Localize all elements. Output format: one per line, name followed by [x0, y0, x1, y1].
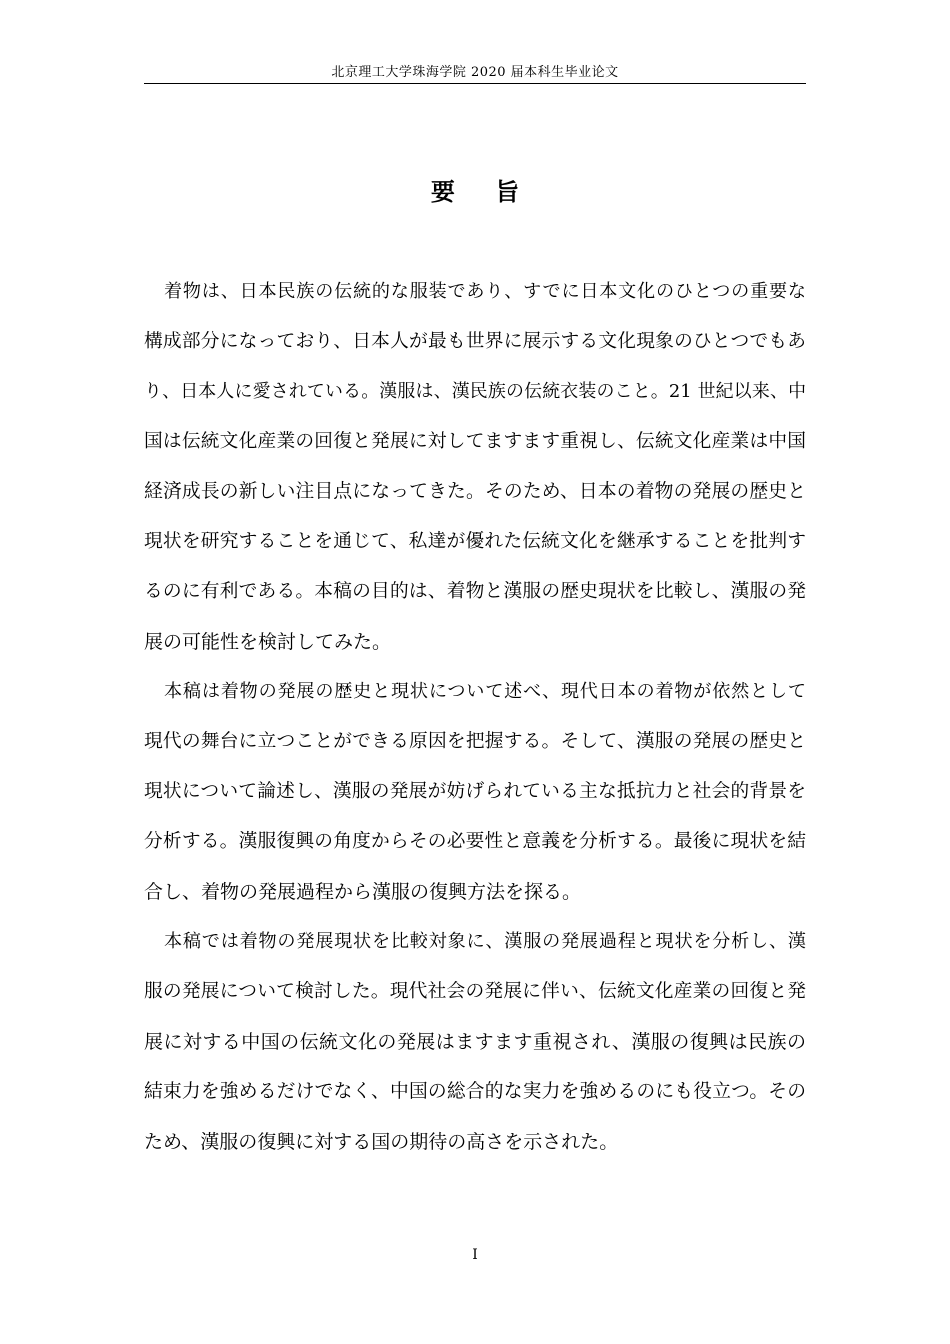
page-title: 要 旨 [430, 177, 536, 206]
paragraph-line: 国は伝統文化産業の回復と発展に対してますます重視し、伝統文化産業は中国 [144, 431, 806, 452]
paragraph-line: 合し、着物の発展過程から漢服の復興方法を探る。 [144, 881, 582, 903]
paragraph-line: 服の発展について検討した。現代社会の発展に伴い、伝統文化産業の回復と発 [144, 981, 806, 1002]
paragraph [144, 272, 806, 672]
paragraph-line: り、日本人に愛されている。漢服は、漢民族の伝統衣装のこと。21 世紀以来、中 [144, 381, 806, 402]
paragraph-line: るのに有利である。本稿の目的は、着物と漢服の歴史現状を比較し、漢服の発 [144, 581, 806, 602]
paragraph-line: ため、漢服の復興に対する国の期待の高さを示された。 [144, 1131, 619, 1153]
paragraph-line: 経済成長の新しい注目点になってきた。そのため、日本の着物の発展の歴史と [144, 481, 806, 502]
paragraph-line: 展に対する中国の伝統文化の発展はますます重視され、漢服の復興は民族の [144, 1031, 806, 1053]
abstract-body [144, 272, 806, 1172]
paragraph [144, 672, 806, 922]
paragraph-line: 展の可能性を検討してみた。 [144, 631, 392, 653]
paragraph-line: 現代の舞台に立つことができる原因を把握する。そして、漢服の発展の歴史と [144, 731, 806, 752]
header-rule [144, 83, 806, 84]
running-header: 北京理工大学珠海学院 2020 届本科生毕业论文 [331, 65, 619, 80]
paragraph-line: 構成部分になっており、日本人が最も世界に展示する文化現象のひとつでもあ [144, 331, 806, 352]
paragraph-line: 分析する。漢服復興の角度からその必要性と意義を分析する。最後に現状を結 [144, 831, 806, 852]
page-number: I [472, 1247, 478, 1263]
paragraph-line: 着物は、日本民族の伝統的な服装であり、すでに日本文化のひとつの重要な [164, 281, 806, 302]
paragraph-line: 本稿は着物の発展の歴史と現状について述べ、現代日本の着物が依然として [164, 681, 806, 702]
paragraph-line: 本稿では着物の発展現状を比較対象に、漢服の発展過程と現状を分析し、漢 [164, 931, 806, 952]
paragraph-line: 現状について論述し、漢服の発展が妨げられている主な抵抗力と社会的背景を [144, 781, 806, 802]
paragraph-line: 現状を研究することを通じて、私達が優れた伝統文化を継承することを批判す [144, 531, 806, 552]
paragraph-line: 結束力を強めるだけでなく、中国の総合的な実力を強めるのにも役立つ。その [144, 1081, 806, 1102]
paragraph [144, 922, 806, 1172]
